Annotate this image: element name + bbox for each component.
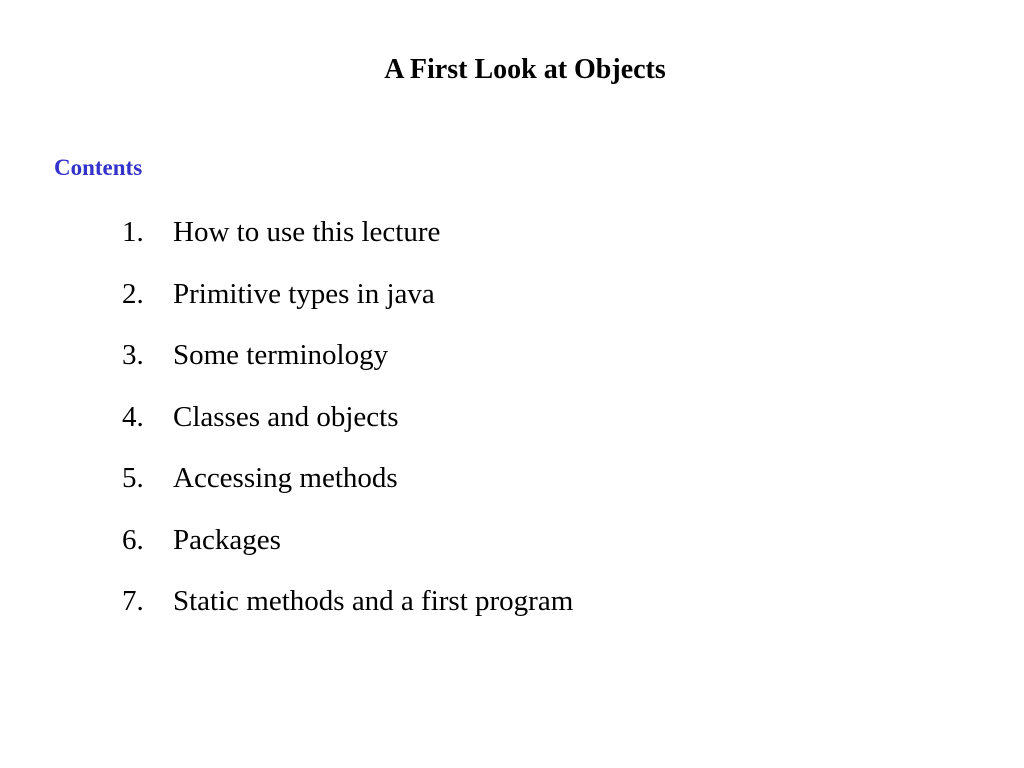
- contents-item-number: 4.: [122, 400, 144, 433]
- contents-item-label: Classes and objects: [173, 400, 399, 433]
- contents-item-number: 5.: [122, 462, 144, 494]
- contents-item-7: [122, 582, 573, 644]
- contents-item-6: [122, 521, 573, 583]
- contents-item-label: Accessing methods: [173, 462, 398, 494]
- contents-heading: Contents: [54, 155, 143, 180]
- contents-item-number: 3.: [122, 339, 144, 371]
- contents-item-label: Packages: [173, 523, 281, 556]
- contents-item-label: How to use this lecture: [173, 216, 441, 248]
- contents-item-4: [122, 398, 573, 460]
- contents-item-number: 7.: [122, 585, 144, 617]
- contents-list: [122, 213, 573, 644]
- contents-item-3: [122, 336, 573, 398]
- contents-item-label: Static methods and a first program: [173, 585, 574, 617]
- contents-item-label: Some terminology: [173, 339, 389, 371]
- contents-item-number: 2.: [122, 277, 144, 310]
- contents-item-2: [122, 275, 573, 337]
- contents-item-number: 1.: [122, 216, 144, 248]
- contents-item-5: [122, 459, 573, 521]
- slide-title: A First Look at Objects: [384, 54, 666, 85]
- contents-item-label: Primitive types in java: [173, 277, 435, 310]
- contents-item-number: 6.: [122, 523, 144, 556]
- contents-item-1: [122, 213, 573, 275]
